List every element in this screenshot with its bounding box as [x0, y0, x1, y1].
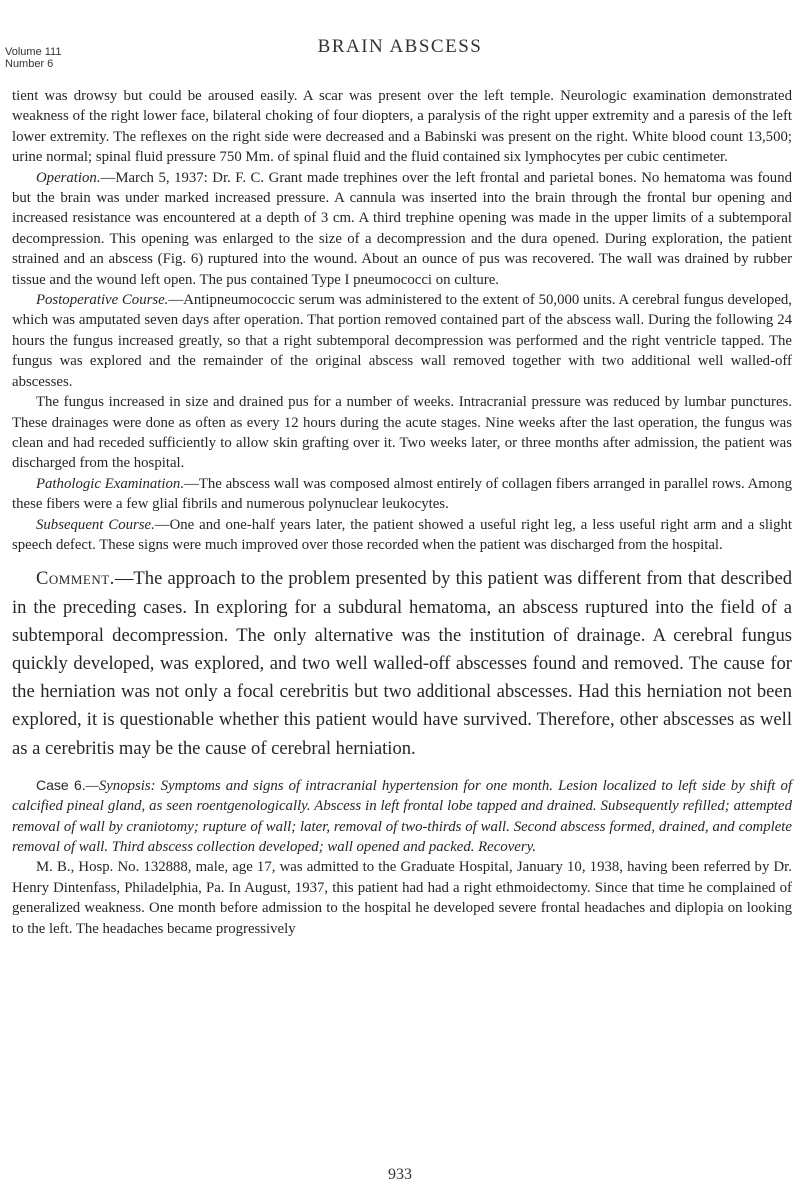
paragraph-operation: [12, 168, 792, 290]
volume-number: Volume 111: [5, 46, 62, 58]
issue-number: Number 6: [5, 58, 54, 70]
comment-text: —The approach to the problem presented by this patient was different from that described in the preceding cases. In exploring for a subdural hematoma, an abscess ruptured into the field of a subtemporal decompression. The only alternative was the institution of drainage. A cerebral fungus quickly developed, was explored, and two well walled-off abscesses found and removed. The cause for the herniation was not only a focal cerebritis but two additional abscesses. Had this herniation not been explored, it is questionable whether this patient would have survived. Therefore, other abscesses as well as a cerebritis may be the cause of cerebral herniation.: [12, 568, 792, 759]
postoperative-heading: Postoperative Course.: [36, 292, 169, 309]
pathology-text: —The abscess wall was composed almost entirely of collagen fibers arranged in parallel rows. Among these fibers were a few glial fibrils and numerous polynuclear leukocytes.: [12, 475, 792, 513]
page-number: 933: [388, 1166, 412, 1183]
paragraph-fungus: The fungus increased in size and drained pus for a number of weeks. Intracranial pressure was reduced by lumbar punctures. These drainages were done as often as every 12 hours during the acute stages. Nine weeks after the last operation, the fungus was clean and had receded sufficiently to allow skin grafting over it. Two weeks later, or three months after admission, the patient was discharged from the hospital.: [12, 394, 792, 472]
paragraph-history: tient was drowsy but could be aroused easily. A scar was present over the left temple. Neurologic examination demonstrated weakness of the right lower face, bilateral choking of four diopters, a paralysis of the right upper extremity and a paresis of the left lower extremity. The reflexes on the right side were decreased and a Babinski was present on the right. White blood count 13,500; urine normal; spinal fluid pressure 750 Mm. of spinal fluid and the fluid contained six lymphocytes per cubic centimeter.: [12, 88, 792, 166]
case-synopsis: [12, 775, 792, 858]
subsequent-text: —One and one-half years later, the patient showed a useful right leg, a less useful right arm and a slight speech defect. These signs were much improved over those recorded when the patient was discharged from the hospital.: [12, 516, 793, 553]
postoperative-text: —Antipneumococcic serum was administered to the extent of 50,000 units. A cerebral fungus developed, which was amputated seven days after operation. That portion removed contained part of the abscess wall. During the following 24 hours the fungus increased greatly, so that a right subtemporal decompression was performed and the right ventricle tapped. The fungus was explored and the remainder of the original abscess wall removed together with two additional well walled-off abscesses.: [12, 292, 792, 390]
subsequent-heading: Subsequent Course.: [36, 516, 155, 533]
operation-heading: Operation.: [36, 169, 101, 186]
comment-heading: Comment.: [36, 568, 115, 590]
article-body: [12, 86, 792, 939]
comment-paragraph: [12, 565, 792, 762]
paragraph-pathology: [12, 474, 792, 515]
paragraph-subsequent: [12, 515, 792, 556]
running-title: BRAIN ABSCESS: [317, 36, 483, 57]
operation-text: —March 5, 1937: Dr. F. C. Grant made trephines over the left frontal and parietal bones. No hematoma was found but the brain was under marked increased pressure. A cannula was inserted into the brain through the frontal bur opening and increased resistance was encountered at a depth of 3 cm. A third trephine opening was made in the upper limits of a subtemporal decompression. This opening was enlarged to the size of a decompression and the dura opened. During exploration, the patient strained and an abscess (Fig. 6) ruptured into the wound. About an ounce of pus was recovered. The wall was drained by rubber tissue and the wound left open. The pus contained Type I pneumococci on culture.: [12, 169, 792, 288]
paragraph-case-history: M. B., Hosp. No. 132888, male, age 17, was admitted to the Graduate Hospital, January 10, 1938, having been referred by Dr. Henry Dintenfass, Philadelphia, Pa. In August, 1937, this patient had had a right ethmoidectomy. Since that time he complained of generalized weakness. One month before admission to the hospital he developed severe frontal headaches and diplopia on looking to the left. The headaches became progressively: [12, 859, 792, 937]
paragraph-postoperative: [12, 290, 792, 392]
case-heading: Case 6.: [36, 776, 86, 793]
page-header: [0, 0, 800, 70]
pathology-heading: Pathologic Examination.: [36, 475, 185, 492]
case-synopsis-text: —Synopsis: Symptoms and signs of intracranial hypertension for one month. Lesion localized to left side by shift of calcified pineal gland, as seen roentgenologically. Abscess in left frontal lobe tapped and drained. Subsequently refilled; attempted removal of wall by craniotomy; rupture of wall; later, removal of two-thirds of wall. Second abscess formed, drained, and complete removal of wall. Third abscess collection developed; wall opened and packed. Recovery.: [12, 777, 792, 855]
